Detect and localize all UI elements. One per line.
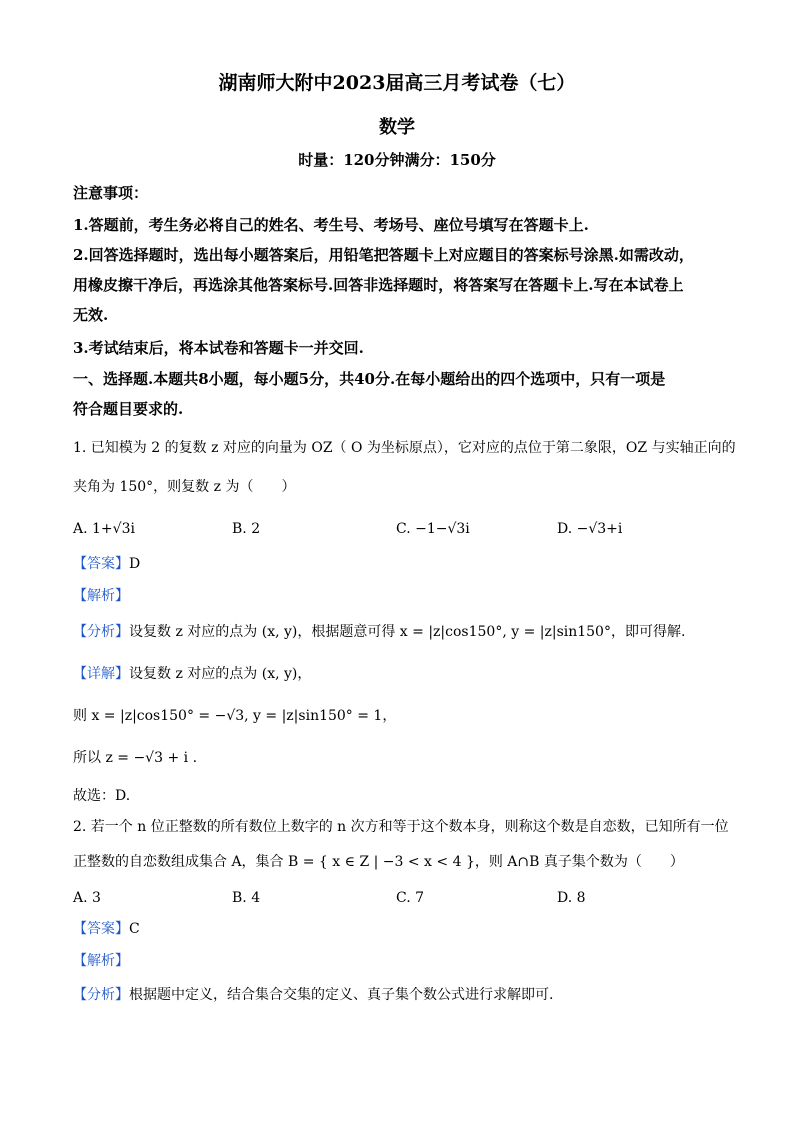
note-item-3: 3.考试结束后，将本试卷和答题卡一并交回. [73,339,364,357]
q1-option-a: A. 1+√3i [73,521,135,537]
q1-stem-line1: 1. 已知模为 2 的复数 z 对应的向量为 OZ（ O 为坐标原点），它对应的点位于第二象限，OZ 与实轴正向的 [73,440,736,456]
q2-analysis-row [73,951,129,971]
q2-fenxi: 根据题中定义，结合集合交集的定义、真子集个数公式进行求解即可. [129,987,554,1003]
subject-title: 数学 [379,117,415,138]
q1-option-c: C. −1−√3i [396,521,470,537]
q1-analysis-row [73,586,129,606]
q1-option-d: D. −√3+i [557,521,623,537]
q1-fenxi-row [73,622,685,642]
section-heading: 一、选择题.本题共8小题，每小题5分，共40分.在每小题给出的四个选项中，只有一项是 [73,370,666,388]
q1-fenxi: 设复数 z 对应的点为 (x, y)，根据题意可得 x = |z|cos150°, y = |z|sin150°，即可得解. [129,624,686,640]
q2-fenxi-row [73,985,553,1005]
q2-option-a: A. 3 [73,890,101,906]
q1-conclusion: 故选：D. [73,788,131,804]
q1-detail-tag: 【详解】 [73,666,129,682]
note-item-2-end: 无效. [73,306,109,324]
time-info: 时量：120分钟满分：150分 [298,151,496,169]
q2-option-b: B. 4 [232,890,261,906]
q1-answer-tag: 【答案】 [73,556,129,572]
exam-title: 湖南师大附中2023届高三月考试卷（七） [218,72,576,94]
note-item-2: 2.回答选择题时，选出每小题答案后，用铅笔把答题卡上对应题目的答案标号涂黑.如需改动， [73,246,694,264]
q2-stem-line2: 正整数的自恋数组成集合 A，集合 B = { x ∈ Z | −3 < x < 4 }，则 A∩B 真子集个数为（ ） [73,854,684,870]
q1-step-2: 所以 z = −√3 + i . [73,750,198,766]
section-heading-cont: 符合题目要求的. [73,400,184,418]
q1-answer: D [129,556,141,572]
notes-heading: 注意事项： [73,184,149,202]
q2-answer-row [73,919,140,939]
note-item-1: 1.答题前，考生务必将自己的姓名、考生号、考场号、座位号填写在答题卡上. [73,216,589,234]
q1-option-b: B. 2 [232,521,261,537]
note-item-2-cont: 用橡皮擦干净后，再选涂其他答案标号.回答非选择题时，将答案写在答题卡上.写在本试卷上 [73,276,684,294]
q1-answer-row [73,554,140,574]
q1-step-1: 则 x = |z|cos150° = −√3, y = |z|sin150° = 1， [73,708,397,724]
q2-fenxi-tag: 【分析】 [73,987,129,1003]
q1-detail: 设复数 z 对应的点为 (x, y)， [129,666,312,682]
q2-stem-line1: 2. 若一个 n 位正整数的所有数位上数字的 n 次方和等于这个数本身，则称这个数是自恋数，已知所有一位 [73,819,729,835]
q2-analysis-tag: 【解析】 [73,953,129,969]
q1-fenxi-tag: 【分析】 [73,624,129,640]
q1-detail-row [73,664,311,684]
q1-stem-line2: 夹角为 150°，则复数 z 为（ ） [73,479,296,495]
q2-option-c: C. 7 [396,890,425,906]
q2-answer-tag: 【答案】 [73,921,129,937]
q2-answer: C [129,921,140,937]
q1-analysis-tag: 【解析】 [73,588,129,604]
q2-option-d: D. 8 [557,890,586,906]
